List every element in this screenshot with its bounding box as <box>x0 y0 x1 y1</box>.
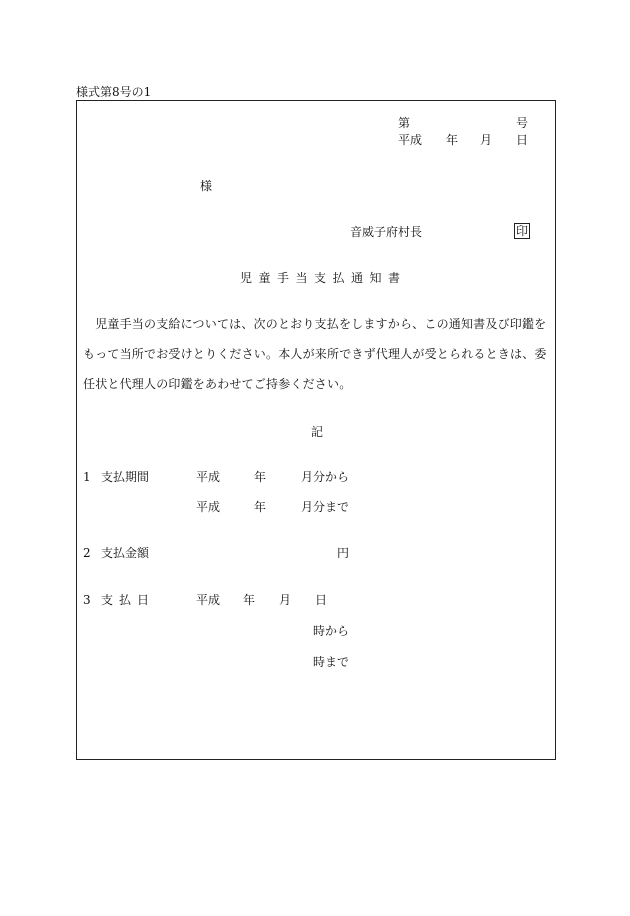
document-title: 児童手当支払通知書 <box>240 271 407 285</box>
period-to-month: 月分まで <box>301 500 350 514</box>
item-2-number: 2 <box>83 546 91 560</box>
payment-time-from: 時から <box>313 624 350 638</box>
payment-date-month: 月 <box>279 593 292 607</box>
form-number: 様式第8号の1 <box>76 85 152 99</box>
header-date-era: 平成 <box>398 133 423 147</box>
body-paragraph: 児童手当の支給については、次のとおり支払をしますから、この通知書及び印鑑をもって当所でお受けとりください。本人が来所できず代理人が受とられるときは、委任状と代理人の印鑑をあわせてご持参ください。 <box>83 317 547 391</box>
period-from-era: 平成 <box>196 470 221 484</box>
payment-date-era: 平成 <box>196 593 221 607</box>
header-date-year: 年 <box>446 133 459 147</box>
header-date-day: 日 <box>516 133 529 147</box>
document-number-suffix: 号 <box>516 116 529 130</box>
item-3-number: 3 <box>83 593 91 607</box>
header-date-month: 月 <box>480 133 493 147</box>
payment-date-day: 日 <box>315 593 328 607</box>
payment-time-to: 時まで <box>313 655 350 669</box>
period-to-year: 年 <box>254 500 267 514</box>
issuer-name: 音威子府村長 <box>350 225 423 239</box>
ki-marker: 記 <box>311 425 324 439</box>
addressee-honorific: 様 <box>200 179 213 193</box>
amount-unit: 円 <box>337 546 350 560</box>
item-1-label: 支払期間 <box>101 470 150 484</box>
period-from-year: 年 <box>254 470 267 484</box>
seal-mark <box>514 223 530 239</box>
seal-stamp: 印 <box>516 224 529 238</box>
payment-date-year: 年 <box>243 593 256 607</box>
item-3-label: 支払日 <box>101 593 156 607</box>
item-1-number: 1 <box>83 470 91 484</box>
document-number-prefix: 第 <box>398 116 411 130</box>
period-to-era: 平成 <box>196 500 221 514</box>
item-2-label: 支払金額 <box>101 546 150 560</box>
period-from-month: 月分から <box>301 470 350 484</box>
